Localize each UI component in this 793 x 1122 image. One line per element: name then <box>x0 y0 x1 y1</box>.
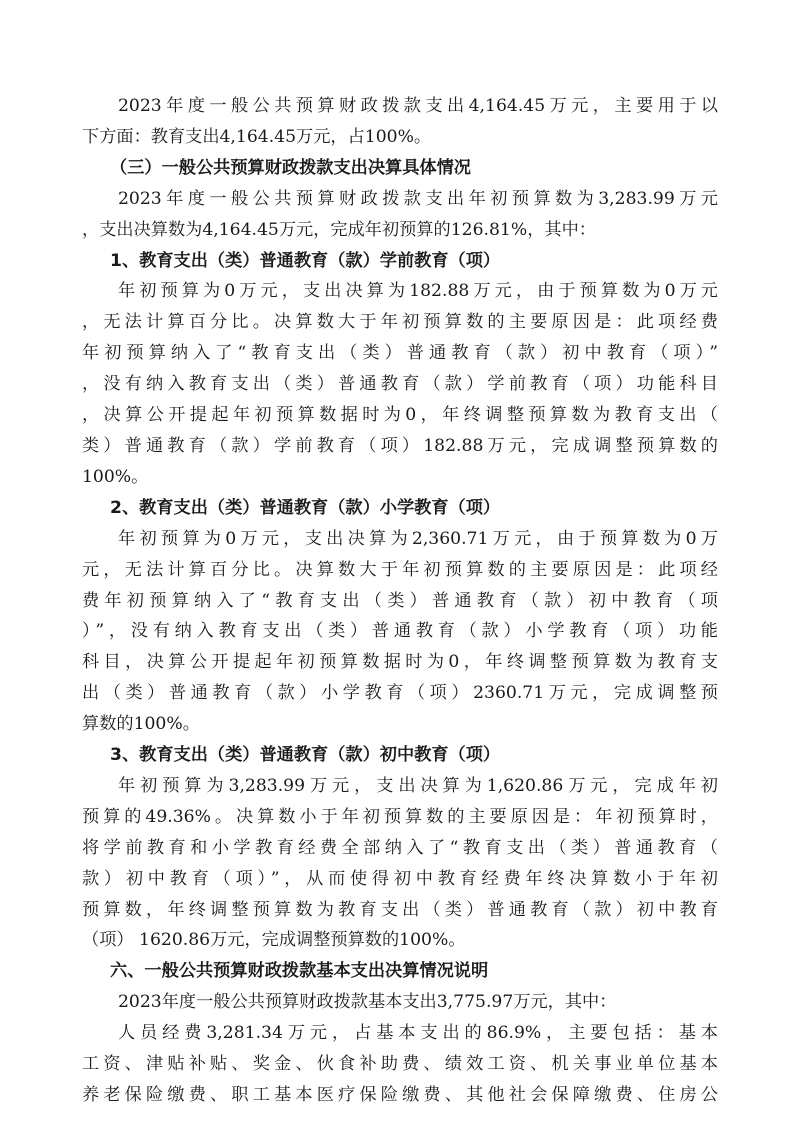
text-line: 款）初中教育（项）”，从而使得初中教育经费年终决算数小于年初 <box>82 868 718 889</box>
paragraph <box>82 184 718 246</box>
text-line: ，无法计算百分比。决算数大于年初预算数的主要原因是：此项经费 <box>82 312 718 333</box>
paragraph <box>82 987 718 1018</box>
document-body <box>82 91 718 1111</box>
text-line: 元，无法计算百分比。决算数大于年初预算数的主要原因是：此项经 <box>82 559 718 580</box>
paragraph <box>82 771 718 956</box>
text-line: ）”，没有纳入教育支出（类）普通教育（款）小学教育（项）功能 <box>82 621 718 642</box>
text-line: 2023年度一般公共预算财政拨款基本支出3,775.97万元，其中： <box>118 992 617 1013</box>
text-line: 年初预算为0万元，支出决算为182.88万元，由于预算数为0万元 <box>118 281 718 302</box>
text-line: ，没有纳入教育支出（类）普通教育（款）学前教育（项）功能科目 <box>82 374 718 395</box>
text-line: （项） 1620.86万元，完成调整预算数的100%。 <box>82 930 466 951</box>
text-line: 2023年度一般公共预算财政拨款支出4,164.45万元，主要用于以 <box>118 96 718 116</box>
text-line: 100%。 <box>82 466 149 487</box>
text-line: 年初预算纳入了“教育支出（类）普通教育（款）初中教育（项）” <box>82 343 718 364</box>
section-heading: 3、教育支出（类）普通教育（款）初中教育（项） <box>110 745 501 766</box>
paragraph <box>82 524 718 740</box>
text-line: 年初预算为3,283.99万元，支出决算为1,620.86万元，完成年初 <box>118 775 718 796</box>
text-line: 养老保险缴费、职工基本医疗保险缴费、其他社会保障缴费、住房公 <box>82 1085 718 1105</box>
text-line: 类）普通教育（款）学前教育（项）182.88万元，完成调整预算数的 <box>82 435 718 456</box>
text-line: 预算的49.36%。决算数小于年初预算数的主要原因是：年初预算时， <box>82 806 718 827</box>
text-line: 2023年度一般公共预算财政拨款支出年初预算数为3,283.99万元 <box>118 188 718 209</box>
text-line: 算数的100%。 <box>82 714 200 735</box>
text-line: 将学前教育和小学教育经费全部纳入了“教育支出（类）普通教育（ <box>82 837 718 858</box>
paragraph <box>82 1018 718 1111</box>
text-line: 下方面：教育支出4,164.45万元，占100%。 <box>82 126 432 147</box>
section-heading: （三）一般公共预算财政拨款支出决算具体情况 <box>110 157 471 178</box>
text-line: 人员经费3,281.34万元，占基本支出的86.9%，主要包括：基本 <box>118 1023 718 1044</box>
section-heading: 1、教育支出（类）普通教育（款）学前教育（项） <box>110 250 501 271</box>
paragraph <box>82 276 718 492</box>
text-line: 科目，决算公开提起年初预算数据时为0，年终调整预算数为教育支 <box>82 652 718 673</box>
text-line: 预算数，年终调整预算数为教育支出（类）普通教育（款）初中教育 <box>82 899 718 920</box>
text-line: ，支出决算数为4,164.45万元，完成年初预算的126.81%，其中： <box>82 219 596 240</box>
text-line: 费年初预算纳入了“教育支出（类）普通教育（款）初中教育（项 <box>82 590 718 611</box>
section-heading: 六、一般公共预算财政拨款基本支出决算情况说明 <box>110 961 489 982</box>
text-line: 工资、津贴补贴、奖金、伙食补助费、绩效工资、机关事业单位基本 <box>82 1054 718 1075</box>
section-heading: 2、教育支出（类）普通教育（款）小学教育（项） <box>110 497 501 518</box>
text-line: ，决算公开提起年初预算数据时为0，年终调整预算数为教育支出（ <box>82 405 718 426</box>
text-line: 出（类）普通教育（款）小学教育（项）2360.71万元，完成调整预 <box>82 683 718 704</box>
text-line: 年初预算为0万元，支出决算为2,360.71万元，由于预算数为0万 <box>118 528 718 549</box>
paragraph <box>82 91 718 153</box>
